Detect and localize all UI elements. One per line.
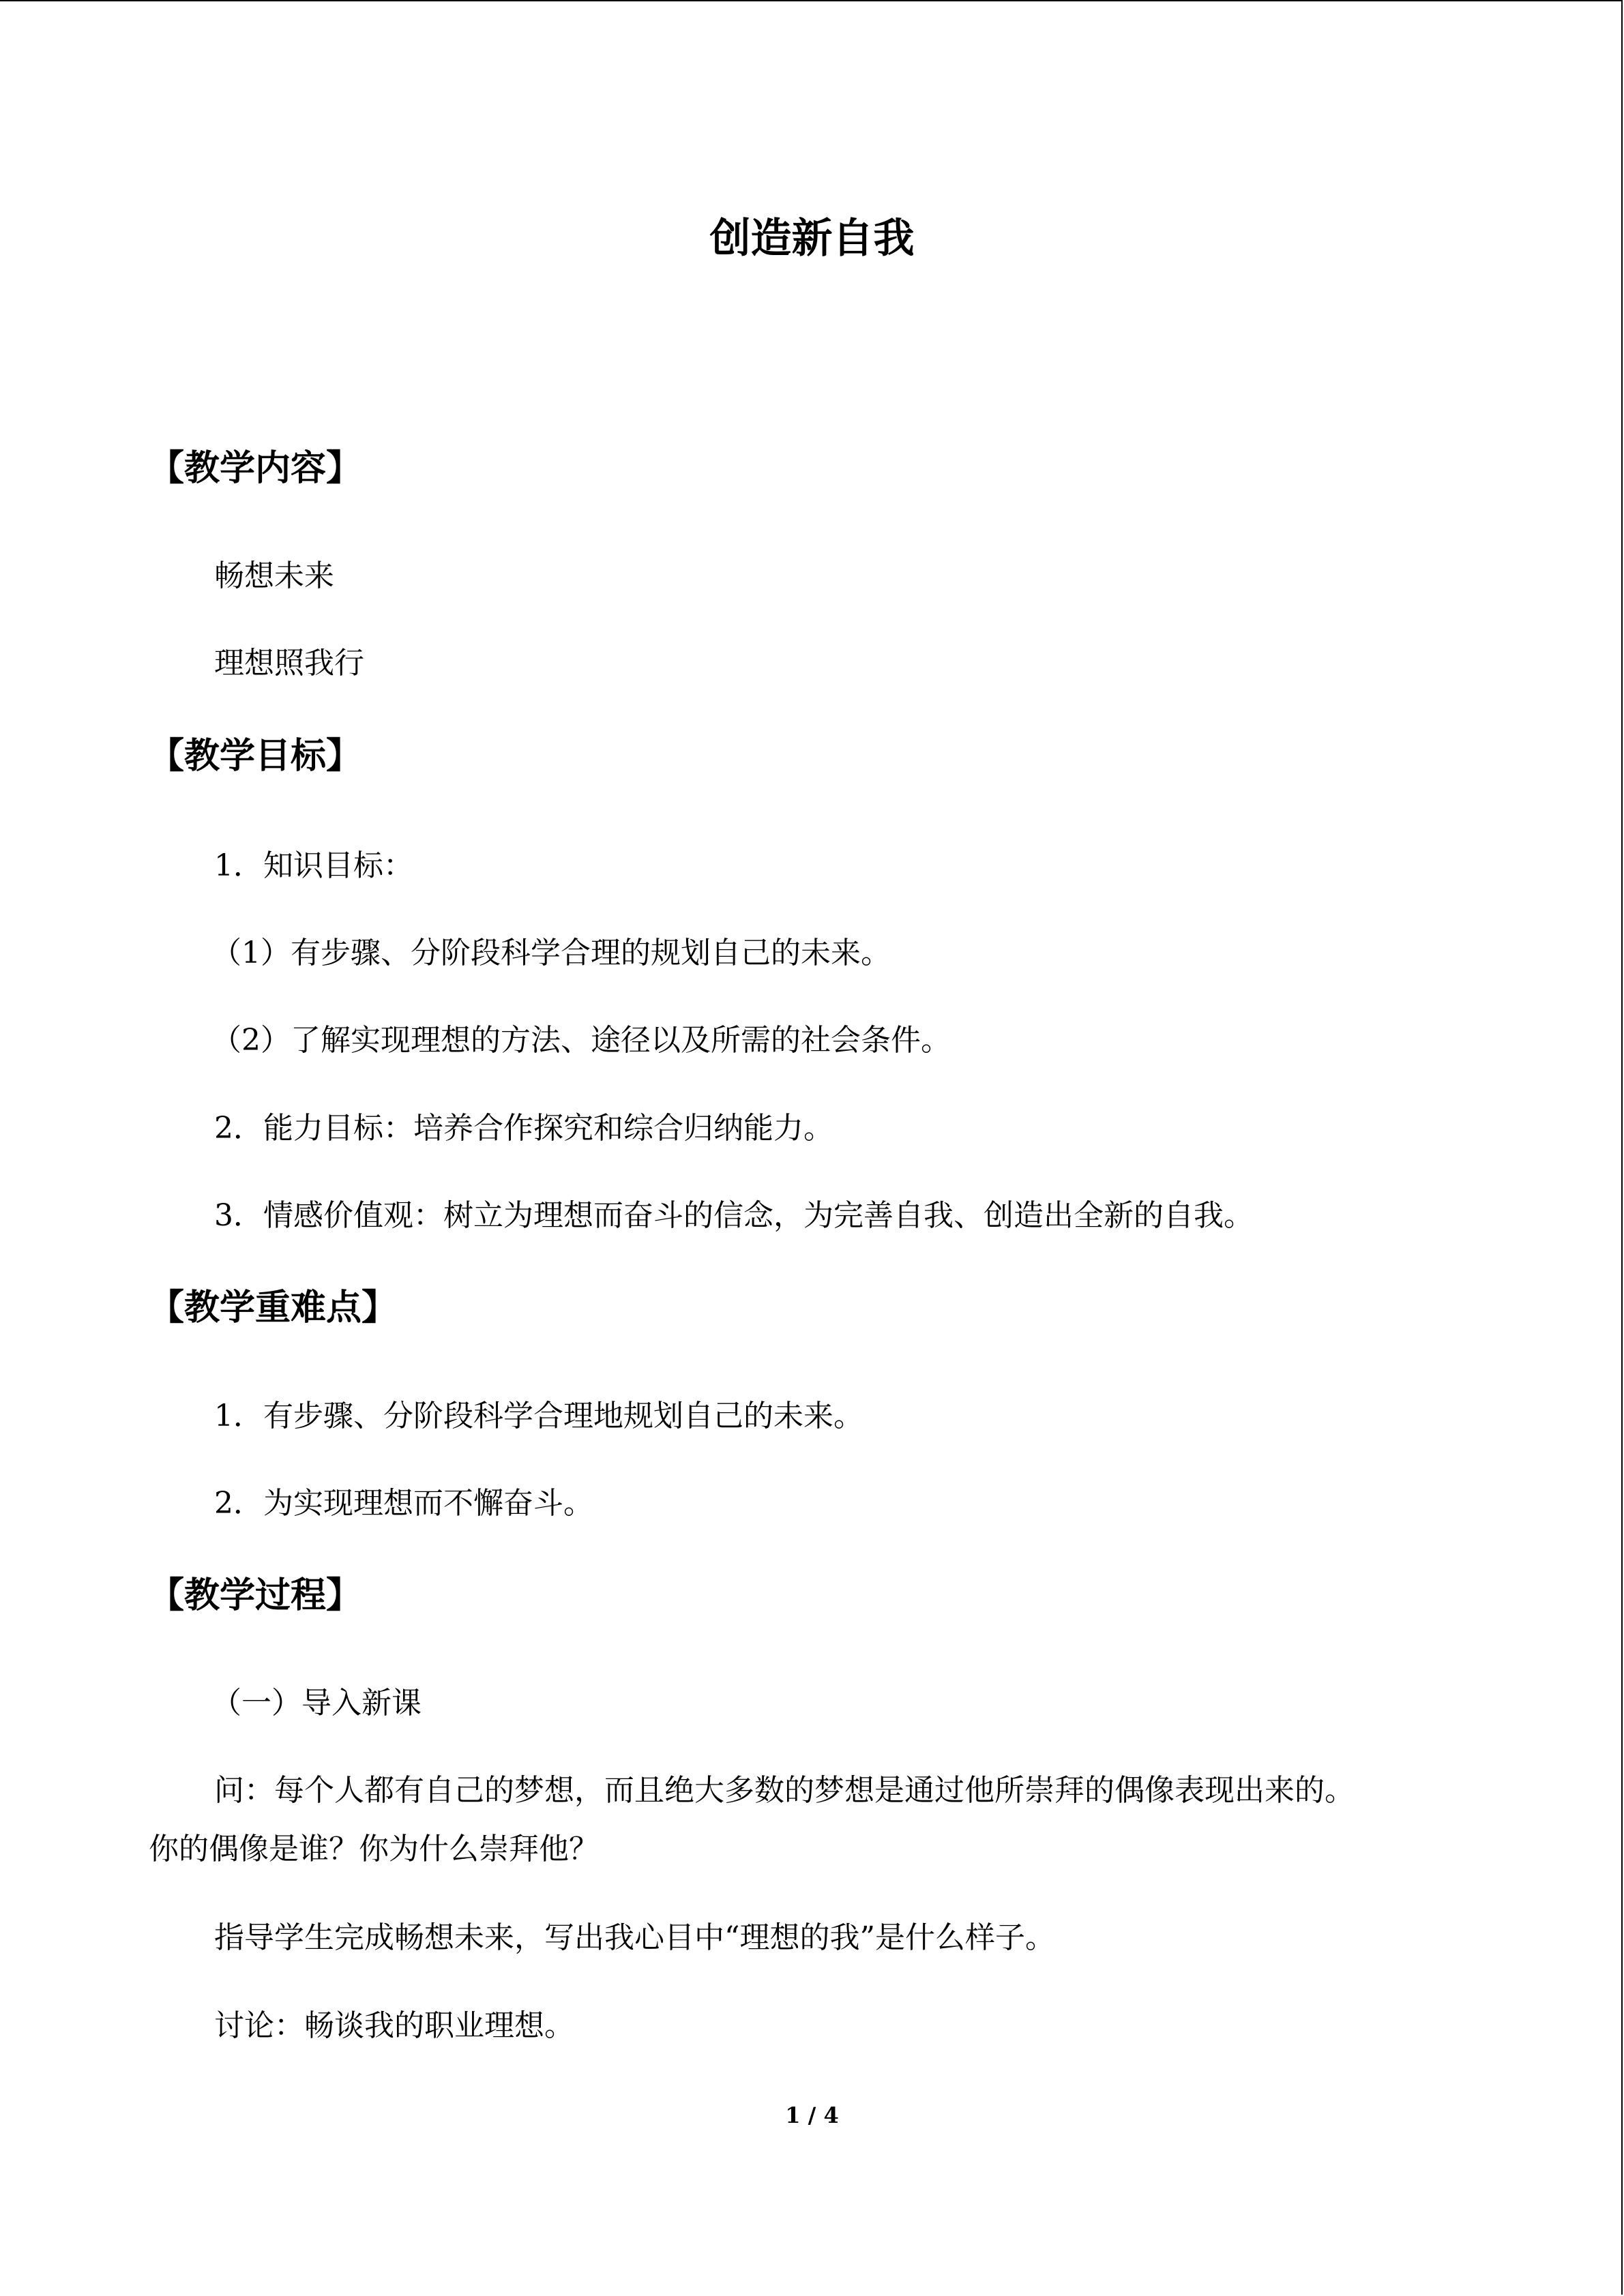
process-item: 讨论：畅谈我的职业理想。: [214, 2008, 574, 2043]
goal-item: （2）了解实现理想的方法、途径以及所需的社会条件。: [211, 1023, 951, 1058]
page-number: 1 / 4: [785, 2102, 839, 2128]
document-title: 创造新自我: [709, 215, 915, 263]
goal-item: （1）有步骤、分阶段科学合理的规划自己的未来。: [211, 936, 891, 970]
content-item: 畅想未来: [214, 558, 334, 593]
section-heading-goals: 【教学目标】: [149, 735, 362, 777]
process-item: 你的偶像是谁？你为什么崇拜他？: [149, 1832, 599, 1866]
process-item: 问：每个人都有自己的梦想，而且绝大多数的梦想是通过他所崇拜的偶像表现出来的。: [214, 1773, 1355, 1808]
section-heading-process: 【教学过程】: [149, 1575, 362, 1616]
process-item: 指导学生完成畅想未来，写出我心目中“理想的我”是什么样子。: [214, 1920, 1055, 1955]
goal-item: 2．能力目标：培养合作探究和综合归纳能力。: [214, 1111, 833, 1146]
goal-item: 3．情感价值观：树立为理想而奋斗的信念，为完善自我、创造出全新的自我。: [214, 1198, 1254, 1233]
process-item: （一）导入新课: [211, 1686, 422, 1720]
goal-item: 1．知识目标：: [214, 848, 413, 883]
key-point-item: 2．为实现理想而不懈奋斗。: [214, 1486, 593, 1521]
section-heading-key-points: 【教学重难点】: [149, 1287, 398, 1328]
content-item: 理想照我行: [214, 646, 364, 681]
key-point-item: 1．有步骤、分阶段科学合理地规划自己的未来。: [214, 1399, 863, 1433]
section-heading-content: 【教学内容】: [149, 447, 362, 489]
